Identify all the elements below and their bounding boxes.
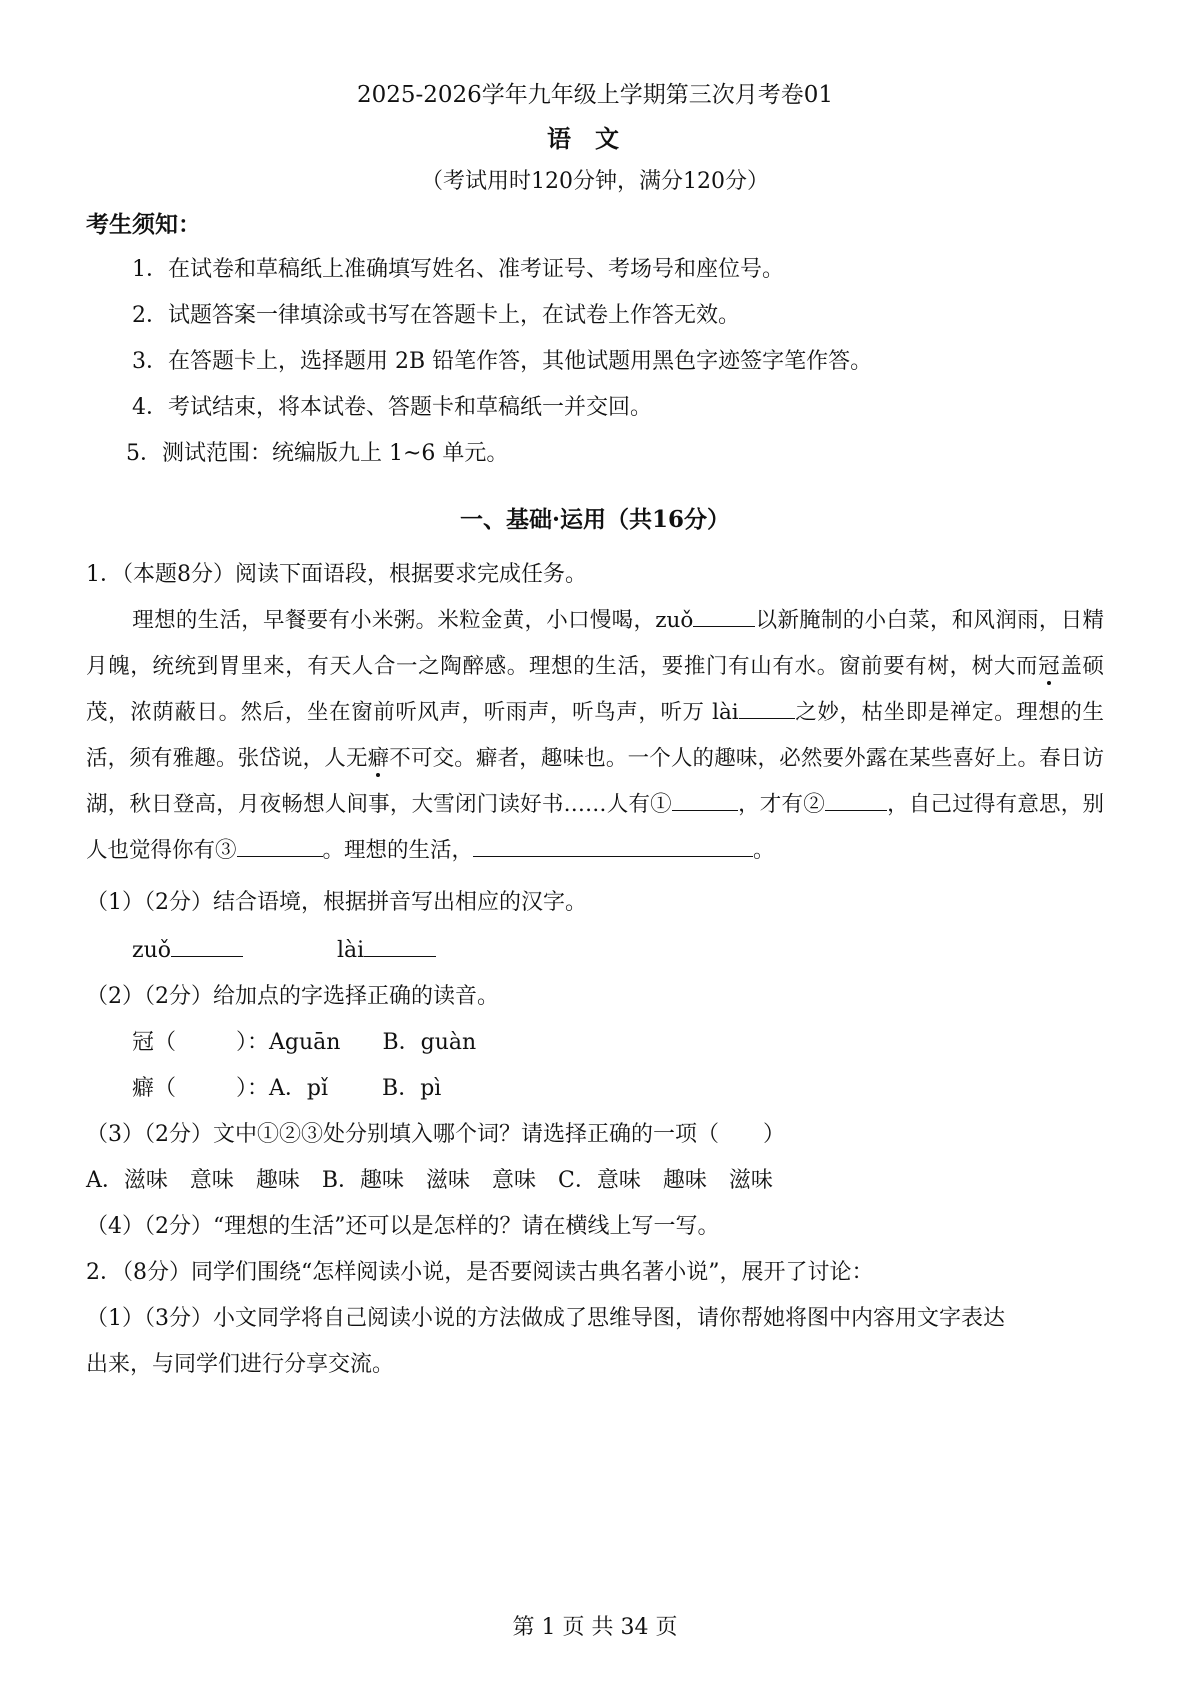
char-pi: 癖（ xyxy=(132,1076,177,1101)
notice-item-1: 1．在试卷和草稿纸上准确填写姓名、准考证号、考场号和座位号。 xyxy=(132,257,784,282)
answer-blank-lai[interactable] xyxy=(364,934,436,957)
question-2-stem: 2．（8分）同学们围绕“怎样阅读小说，是否要阅读古典名著小说”，展开了讨论： xyxy=(86,1260,874,1285)
char-guan: 冠（ xyxy=(132,1030,177,1055)
passage-text: 理想的生活，早餐要有小米粥。米粒金黄，小口慢喝，zuǒ xyxy=(132,608,694,633)
subject-title: 语文 xyxy=(547,124,643,153)
choice-close: ）： xyxy=(236,1076,270,1101)
passage-text: 以新腌制的小白菜，和风润雨，日精月魄，统统到胃里来，有天人合一之陶醉感。理想的生活，要推门有山有水。窗前要有树，树大而 xyxy=(86,608,1104,679)
pinyin-lai: lài xyxy=(337,938,365,963)
blank-1[interactable] xyxy=(672,788,738,811)
pronunciation-row-2 xyxy=(132,1074,441,1104)
pronunciation-row-1 xyxy=(132,1028,476,1058)
option-b: B．pì xyxy=(382,1076,442,1101)
answer-blank-zuo[interactable] xyxy=(171,934,243,957)
passage-text: 。理想的生活， xyxy=(322,838,474,863)
sub-question-1-2: （2）（2分）给加点的字选择正确的读音。 xyxy=(86,984,499,1009)
exam-title: 2025-2026学年九年级上学期第三次月考卷01 xyxy=(356,82,834,108)
blank-zuo[interactable] xyxy=(693,604,755,627)
page-number: 第 1 页 共 34 页 xyxy=(512,1615,678,1640)
sub-question-1-3-options: A．滋味 意味 趣味 B．趣味 滋味 意味 C．意味 趣味 滋味 xyxy=(86,1168,773,1193)
dotted-char-pi: 癖 xyxy=(367,746,390,771)
blank-ideal-life[interactable] xyxy=(473,834,753,857)
pinyin-zuo: zuǒ xyxy=(132,938,172,963)
passage-text: ，才有② xyxy=(737,792,825,817)
pinyin-answer-row xyxy=(132,934,436,966)
option-b: B．guàn xyxy=(382,1030,477,1055)
question-1-passage xyxy=(86,598,1104,874)
option-a: A．pǐ xyxy=(269,1076,329,1101)
sub-question-1-3: （3）（2分）文中①②③处分别填入哪个词？请选择正确的一项（ ） xyxy=(86,1122,785,1147)
notice-heading: 考生须知： xyxy=(86,211,201,238)
blank-2[interactable] xyxy=(825,788,887,811)
passage-text: 不可交。癖者，趣味也。一个人的趣味，必然要外露在某些喜好上。春日访湖，秋日登高，月夜畅想人间事，大雪闭门读好书……人有① xyxy=(86,746,1104,817)
sub-question-2-1-line2: 出来，与同学们进行分享交流。 xyxy=(86,1352,395,1377)
passage-text: 。 xyxy=(753,838,775,863)
dotted-char-guan: 冠 xyxy=(1038,654,1061,679)
notice-item-3: 3．在答题卡上，选择题用 2B 铅笔作答，其他试题用黑色字迹签字笔作答。 xyxy=(132,349,873,374)
blank-3[interactable] xyxy=(237,834,323,857)
sub-question-1-1: （1）（2分）结合语境，根据拼音写出相应的汉字。 xyxy=(86,890,587,915)
exam-info: （考试用时120分钟，满分120分） xyxy=(421,169,769,194)
section-heading: 一、基础·运用（共16分） xyxy=(459,506,730,533)
passage-text: 之妙，枯坐即是禅定。理想的生活，须有雅趣。张岱说，人无 xyxy=(86,700,1104,771)
notice-item-2: 2．试题答案一律填涂或书写在答题卡上，在试卷上作答无效。 xyxy=(132,303,740,328)
passage-text: ，自己过得有意思，别人也觉得你有③ xyxy=(86,792,1104,863)
question-1-stem: 1．（本题8分）阅读下面语段，根据要求完成任务。 xyxy=(86,562,587,587)
option-a: Aguān xyxy=(269,1030,341,1055)
sub-question-2-1-line1: （1）（3分）小文同学将自己阅读小说的方法做成了思维导图，请你帮她将图中内容用文字表达 xyxy=(86,1306,1005,1331)
sub-question-1-4: （4）（2分）“理想的生活”还可以是怎样的？请在横线上写一写。 xyxy=(86,1214,720,1239)
blank-lai[interactable] xyxy=(739,696,795,719)
passage-text: 盖硕茂，浓荫蔽日。然后，坐在窗前听风声，听雨声，听鸟声，听万 lài xyxy=(86,654,1104,725)
notice-item-5: 5．测试范围：统编版九上 1~6 单元。 xyxy=(126,441,509,466)
choice-close: ）： xyxy=(236,1030,270,1055)
notice-item-4: 4．考试结束，将本试卷、答题卡和草稿纸一并交回。 xyxy=(132,395,652,420)
